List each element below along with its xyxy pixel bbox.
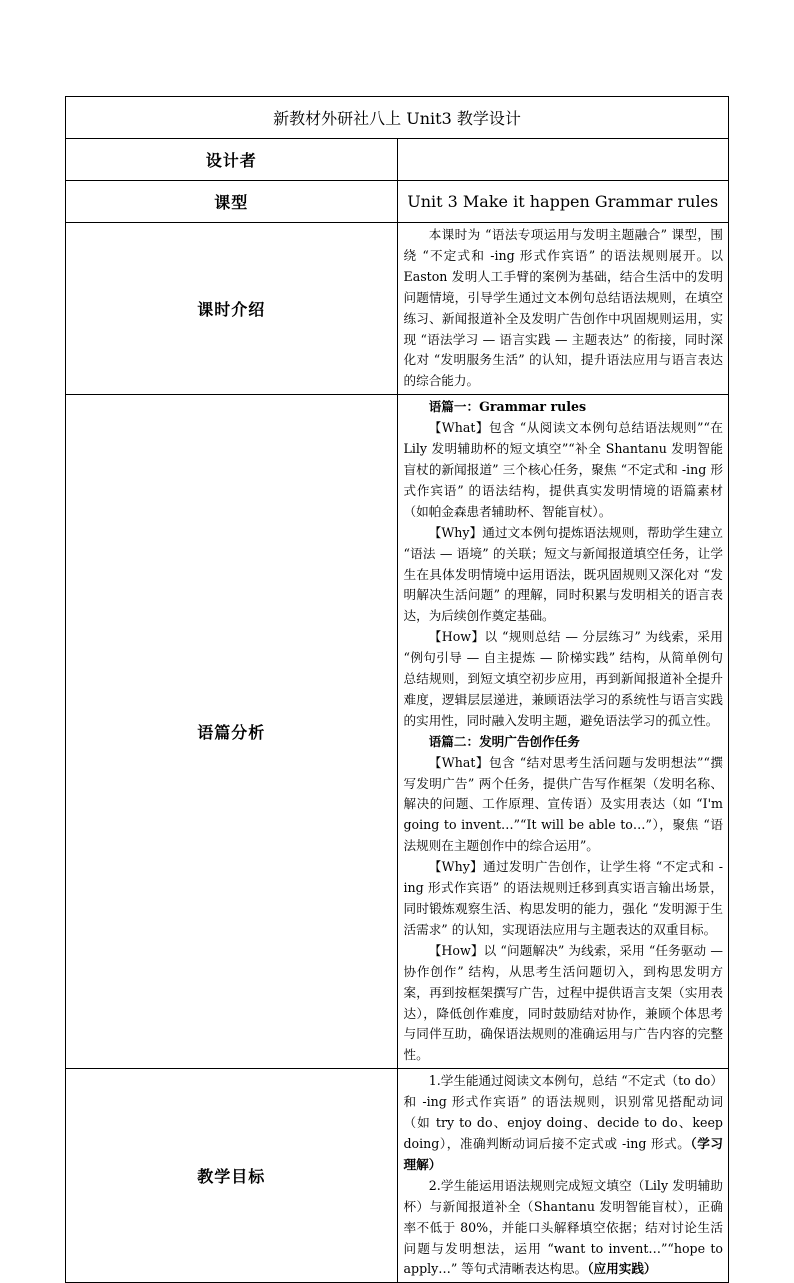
title-row <box>66 97 729 139</box>
lesson-type-value: Unit 3 Make it happen Grammar rules <box>397 181 729 223</box>
text2-what: 【What】包含 “结对思考生活问题与发明想法”“撰写发明广告” 两个任务，提供广告写作框架（发明名称、解决的问题、工作原理、宣传语）及实用表达（如 “I'm going to invent…”“It will be able to…”），聚焦 “语法规则在主题创作中的综合运用”。 <box>403 754 723 854</box>
text2-heading: 语篇二：发明广告创作任务 <box>428 733 580 749</box>
goals-label: 教学目标 <box>66 1069 398 1283</box>
lesson-design-table <box>65 96 729 1283</box>
designer-value <box>397 139 729 181</box>
goal-2-tag: （应用实践） <box>587 1261 657 1277</box>
text1-heading: 语篇一：Grammar rules <box>428 399 587 415</box>
goal-2-text: 2.学生能运用语法规则完成短文填空（Lily 发明辅助杯）与新闻报道补全（Shantanu 发明智能盲杖），正确率不低于 80%，并能口头解释填空依据；结对讨论生活问题与发明想法，运用 “want to invent…”“hope to apply…” 等句式清晰表达构思。 <box>403 1177 723 1277</box>
analysis-cell <box>397 395 729 1069</box>
intro-row <box>66 223 729 395</box>
designer-row <box>66 139 729 181</box>
text2-how: 【How】以 “问题解决” 为线索，采用 “任务驱动 — 协作创作” 结构，从思考生活问题切入，到构思发明方案，再到按框架撰写广告，过程中提供语言支架（实用表达），降低创作难度，同时鼓励结对协作，兼顾个体思考与同伴互助，确保语法规则的准确运用与广告内容的完整性。 <box>403 942 723 1063</box>
goal-1 <box>404 1071 724 1176</box>
intro-text: 本课时为 “语法专项运用与发明主题融合” 课型，围绕 “不定式和 -ing 形式作宾语” 的语法规则展开。以 Easton 发明人工手臂的案例为基础，结合生活中的发明问题情境，引导学生通过文本例句总结语法规则，在填空练习、新闻报道补全及发明广告创作中巩固规则运用，实现 “语法学习 — 语言实践 — 主题表达” 的衔接，同时深化对 “发明服务生活” 的认知，提升语法应用与语言表达的综合能力。 <box>403 227 723 389</box>
text1-how: 【How】以 “规则总结 — 分层练习” 为线索，采用 “例句引导 — 自主提炼 — 阶梯实践” 结构，从简单例句总结规则，到短文填空初步应用，再到新闻报道补全提升难度，逻辑层层递进，兼顾语法学习的系统性与语言实践的实用性，同时融入发明主题，避免语法学习的孤立性。 <box>403 629 723 728</box>
text1-why: 【Why】通过文本例句提炼语法规则，帮助学生建立 “语法 — 语境” 的关联；短文与新闻报道填空任务，让学生在具体发明情境中运用语法，既巩固规则又深化对 “发明解决生活问题” 的理解，同时积累与发明相关的语言表达，为后续创作奠定基础。 <box>403 524 723 624</box>
goal-1-text: 1.学生能通过阅读文本例句，总结 “不定式（to do）和 -ing 形式作宾语” 的语法规则，识别常见搭配动词（如 try to do、enjoy doing、decide to do、keep doing），准确判断动词后接不定式或 -ing 形式。 <box>403 1073 723 1151</box>
text2-why: 【Why】通过发明广告创作，让学生将 “不定式和 -ing 形式作宾语” 的语法规则迁移到真实语言输出场景，同时锻炼观察生活、构思发明的能力，强化 “发明源于生活需求” 的认知，实现语法应用与主题表达的双重目标。 <box>403 859 723 937</box>
lesson-type-row <box>66 181 729 223</box>
text1-what: 【What】包含 “从阅读文本例句总结语法规则”“在 Lily 发明辅助杯的短文填空”“补全 Shantanu 发明智能盲杖的新闻报道” 三个核心任务，聚焦 “不定式和 -ing 形式作宾语” 的语法结构，提供真实发明情境的语篇素材（如帕金森患者辅助杯、智能盲杖）。 <box>403 420 723 519</box>
goal-1-tag: （学习理解） <box>403 1135 724 1172</box>
analysis-row <box>66 395 729 1069</box>
analysis-label: 语篇分析 <box>66 395 398 1069</box>
goal-2 <box>404 1176 724 1281</box>
document-title: 新教材外研社八上 Unit3 教学设计 <box>66 97 729 139</box>
intro-cell <box>397 223 729 395</box>
goals-row <box>66 1069 729 1283</box>
goals-cell <box>397 1069 729 1283</box>
intro-label: 课时介绍 <box>66 223 398 395</box>
designer-label: 设计者 <box>66 139 398 181</box>
lesson-type-label: 课型 <box>66 181 398 223</box>
